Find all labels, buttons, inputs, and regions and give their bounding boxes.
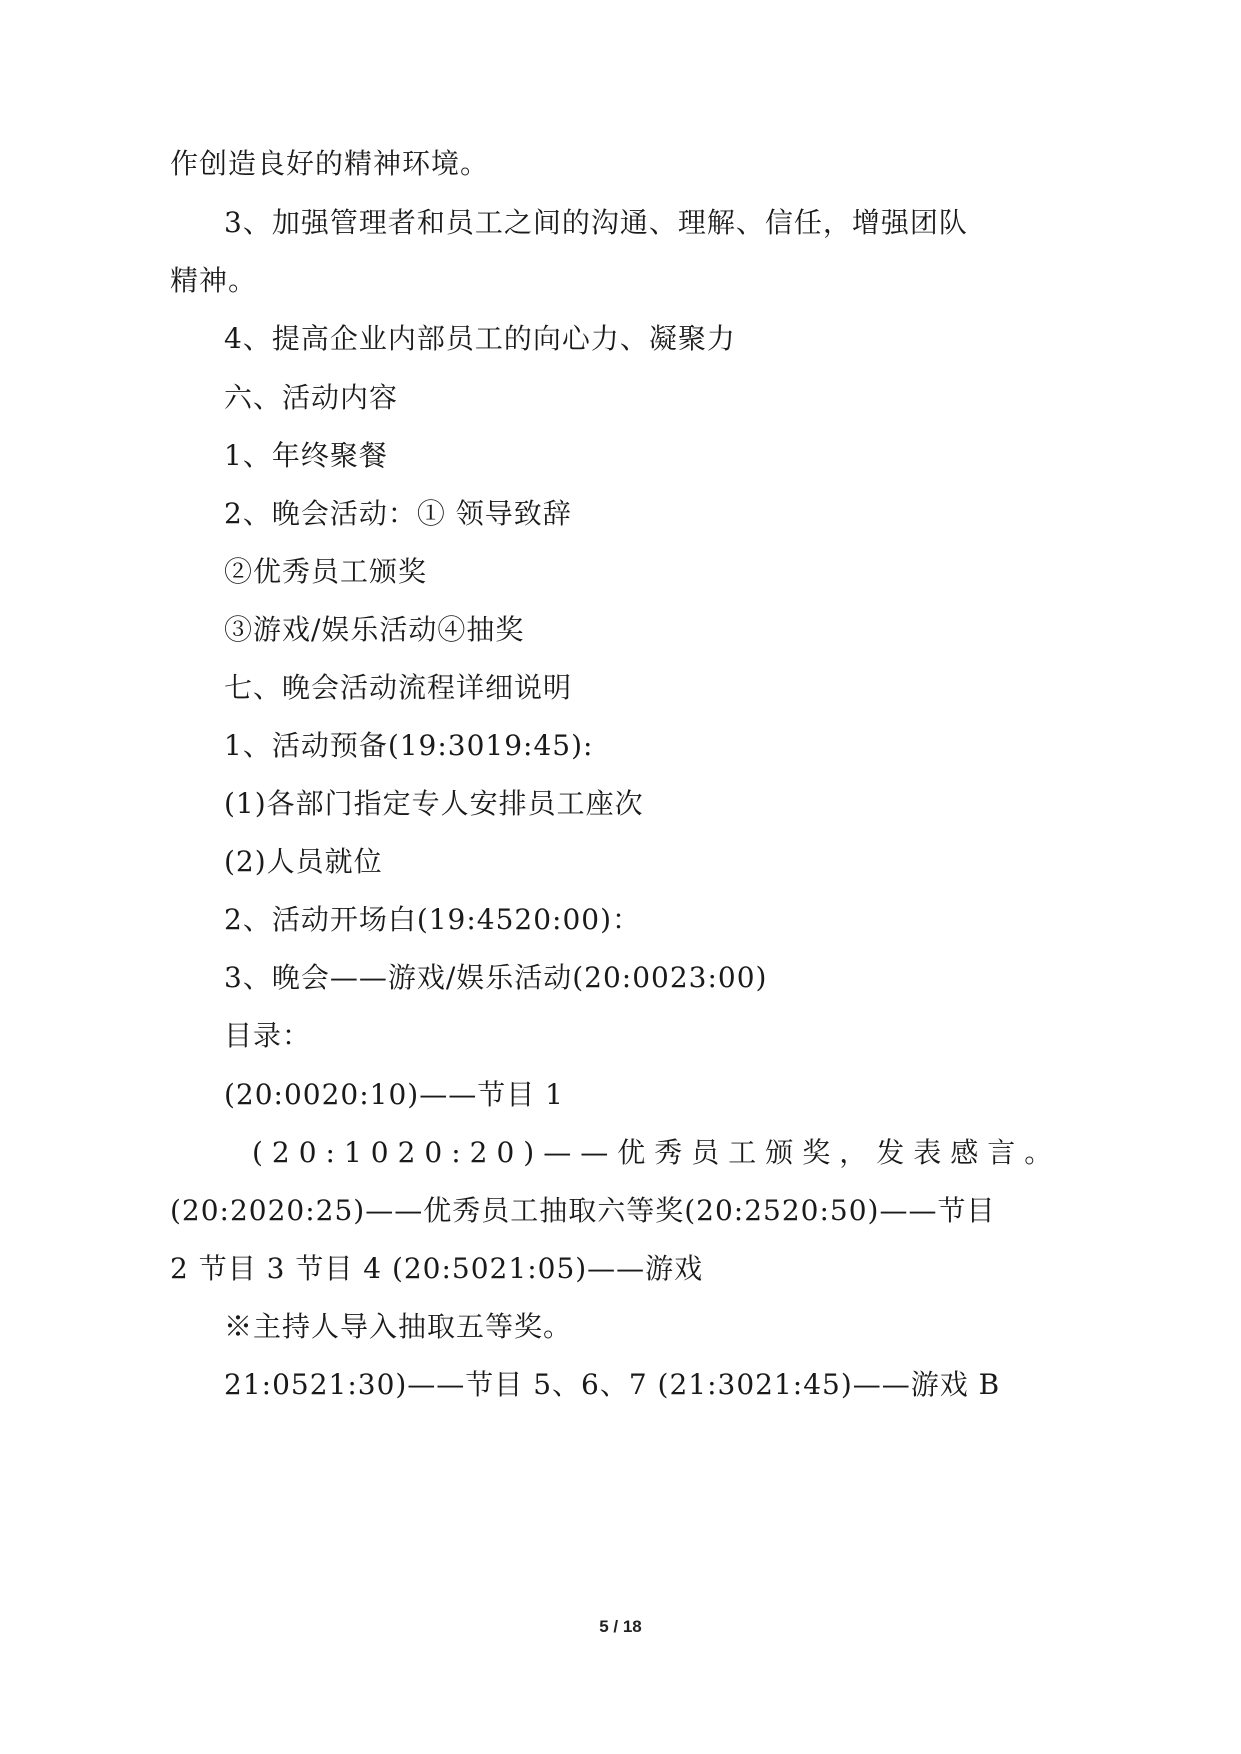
paragraph-line: 4、提高企业内部员工的向心力、凝聚力 <box>224 322 736 355</box>
page-number: 5 / 18 <box>599 1617 642 1636</box>
schedule-line: (20:1020:20)——优秀员工颁奖，发表感言。 <box>252 1136 1062 1169</box>
list-item: ②优秀员工颁奖 <box>224 555 428 588</box>
list-item: 2、晚会活动：① 领导致辞 <box>224 497 572 530</box>
section-heading: 六、活动内容 <box>224 381 399 414</box>
list-item: (2)人员就位 <box>224 845 383 878</box>
schedule-line: (20:2020:25)——优秀员工抽取六等奖(20:2520:50)——节目 <box>170 1194 996 1227</box>
paragraph-line: 精神。 <box>170 264 258 297</box>
schedule-line: 21:0521:30)——节目 5、6、7 (21:3021:45)——游戏 B <box>224 1368 1001 1401</box>
paragraph-line: 3、加强管理者和员工之间的沟通、理解、信任，增强团队 <box>224 206 968 239</box>
schedule-line: (20:0020:10)——节目 1 <box>224 1078 564 1111</box>
paragraph-line: 作创造良好的精神环境。 <box>170 147 490 180</box>
list-item: ③游戏/娱乐活动④抽奖 <box>224 613 525 646</box>
section-heading: 七、晚会活动流程详细说明 <box>224 671 573 704</box>
list-item: 1、年终聚餐 <box>224 439 388 472</box>
paragraph-line: ※主持人导入抽取五等奖。 <box>224 1310 573 1343</box>
schedule-line: 2 节目 3 节目 4 (20:5021:05)——游戏 <box>170 1252 704 1285</box>
list-item: (1)各部门指定专人安排员工座次 <box>224 787 644 820</box>
paragraph-line: 目录： <box>224 1019 312 1052</box>
list-item: 2、活动开场白(19:4520:00)： <box>224 903 642 936</box>
list-item: 3、晚会——游戏/娱乐活动(20:0023:00) <box>224 961 768 994</box>
list-item: 1、活动预备(19:3019:45): <box>224 729 594 762</box>
